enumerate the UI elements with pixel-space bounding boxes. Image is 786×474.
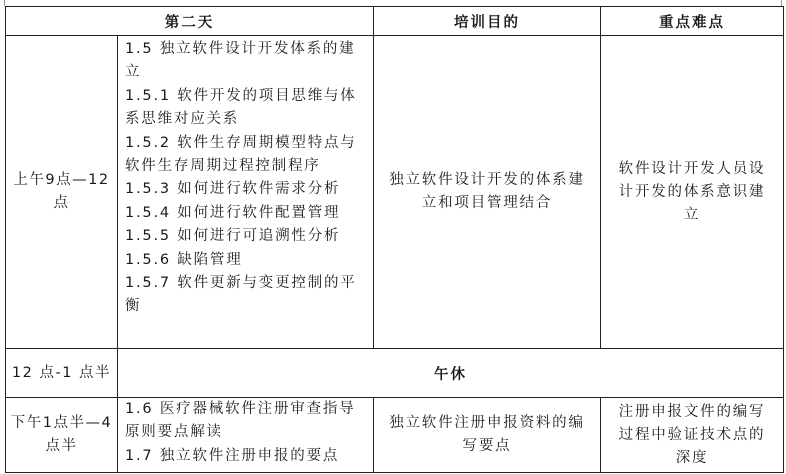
table-row xyxy=(6,398,784,473)
header-purpose: 培训目的 xyxy=(374,7,601,36)
focus-cell: 软件设计开发人员设计开发的体系意识建立 xyxy=(601,36,784,349)
content-cell xyxy=(118,36,374,349)
table-row xyxy=(6,349,784,398)
content-item: 1.5.3 如何进行软件需求分析 xyxy=(125,181,341,198)
time-cell: 上午9点—12 点 xyxy=(6,36,118,349)
training-schedule-table xyxy=(5,6,784,473)
focus-cell: 注册申报文件的编写过程中验证技术点的深度 xyxy=(601,398,784,473)
header-focus: 重点难点 xyxy=(601,7,784,36)
purpose-cell: 独立软件注册申报资料的编写要点 xyxy=(374,398,601,473)
content-item: 1.6 医疗器械软件注册审查指导原则要点解读 xyxy=(125,401,356,441)
content-item: 1.5 独立软件设计开发体系的建立 xyxy=(125,41,356,81)
header-day: 第二天 xyxy=(6,7,374,36)
time-cell: 下午1点半—4 点半 xyxy=(6,398,118,473)
content-item: 1.5.6 缺陷管理 xyxy=(125,251,243,268)
content-item: 1.5.7 软件更新与变更控制的平衡 xyxy=(125,275,357,315)
content-item: 1.5.1 软件开发的项目思维与体系思维对应关系 xyxy=(125,87,357,128)
content-item: 1.5.2 软件生存周期模型特点与软件生存周期过程控制程序 xyxy=(125,134,357,175)
content-item: 1.7 独立软件注册申报的要点 xyxy=(125,447,340,464)
time-cell: 12 点-1 点半 xyxy=(6,349,118,398)
lunch-break-cell: 午休 xyxy=(118,349,784,398)
header-row xyxy=(6,7,784,36)
content-cell xyxy=(118,398,374,473)
purpose-cell: 独立软件设计开发的体系建立和项目管理结合 xyxy=(374,36,601,349)
content-item: 1.5.4 如何进行软件配置管理 xyxy=(125,204,341,221)
table-row xyxy=(6,36,784,349)
content-item: 1.5.5 如何进行可追溯性分析 xyxy=(125,228,341,245)
